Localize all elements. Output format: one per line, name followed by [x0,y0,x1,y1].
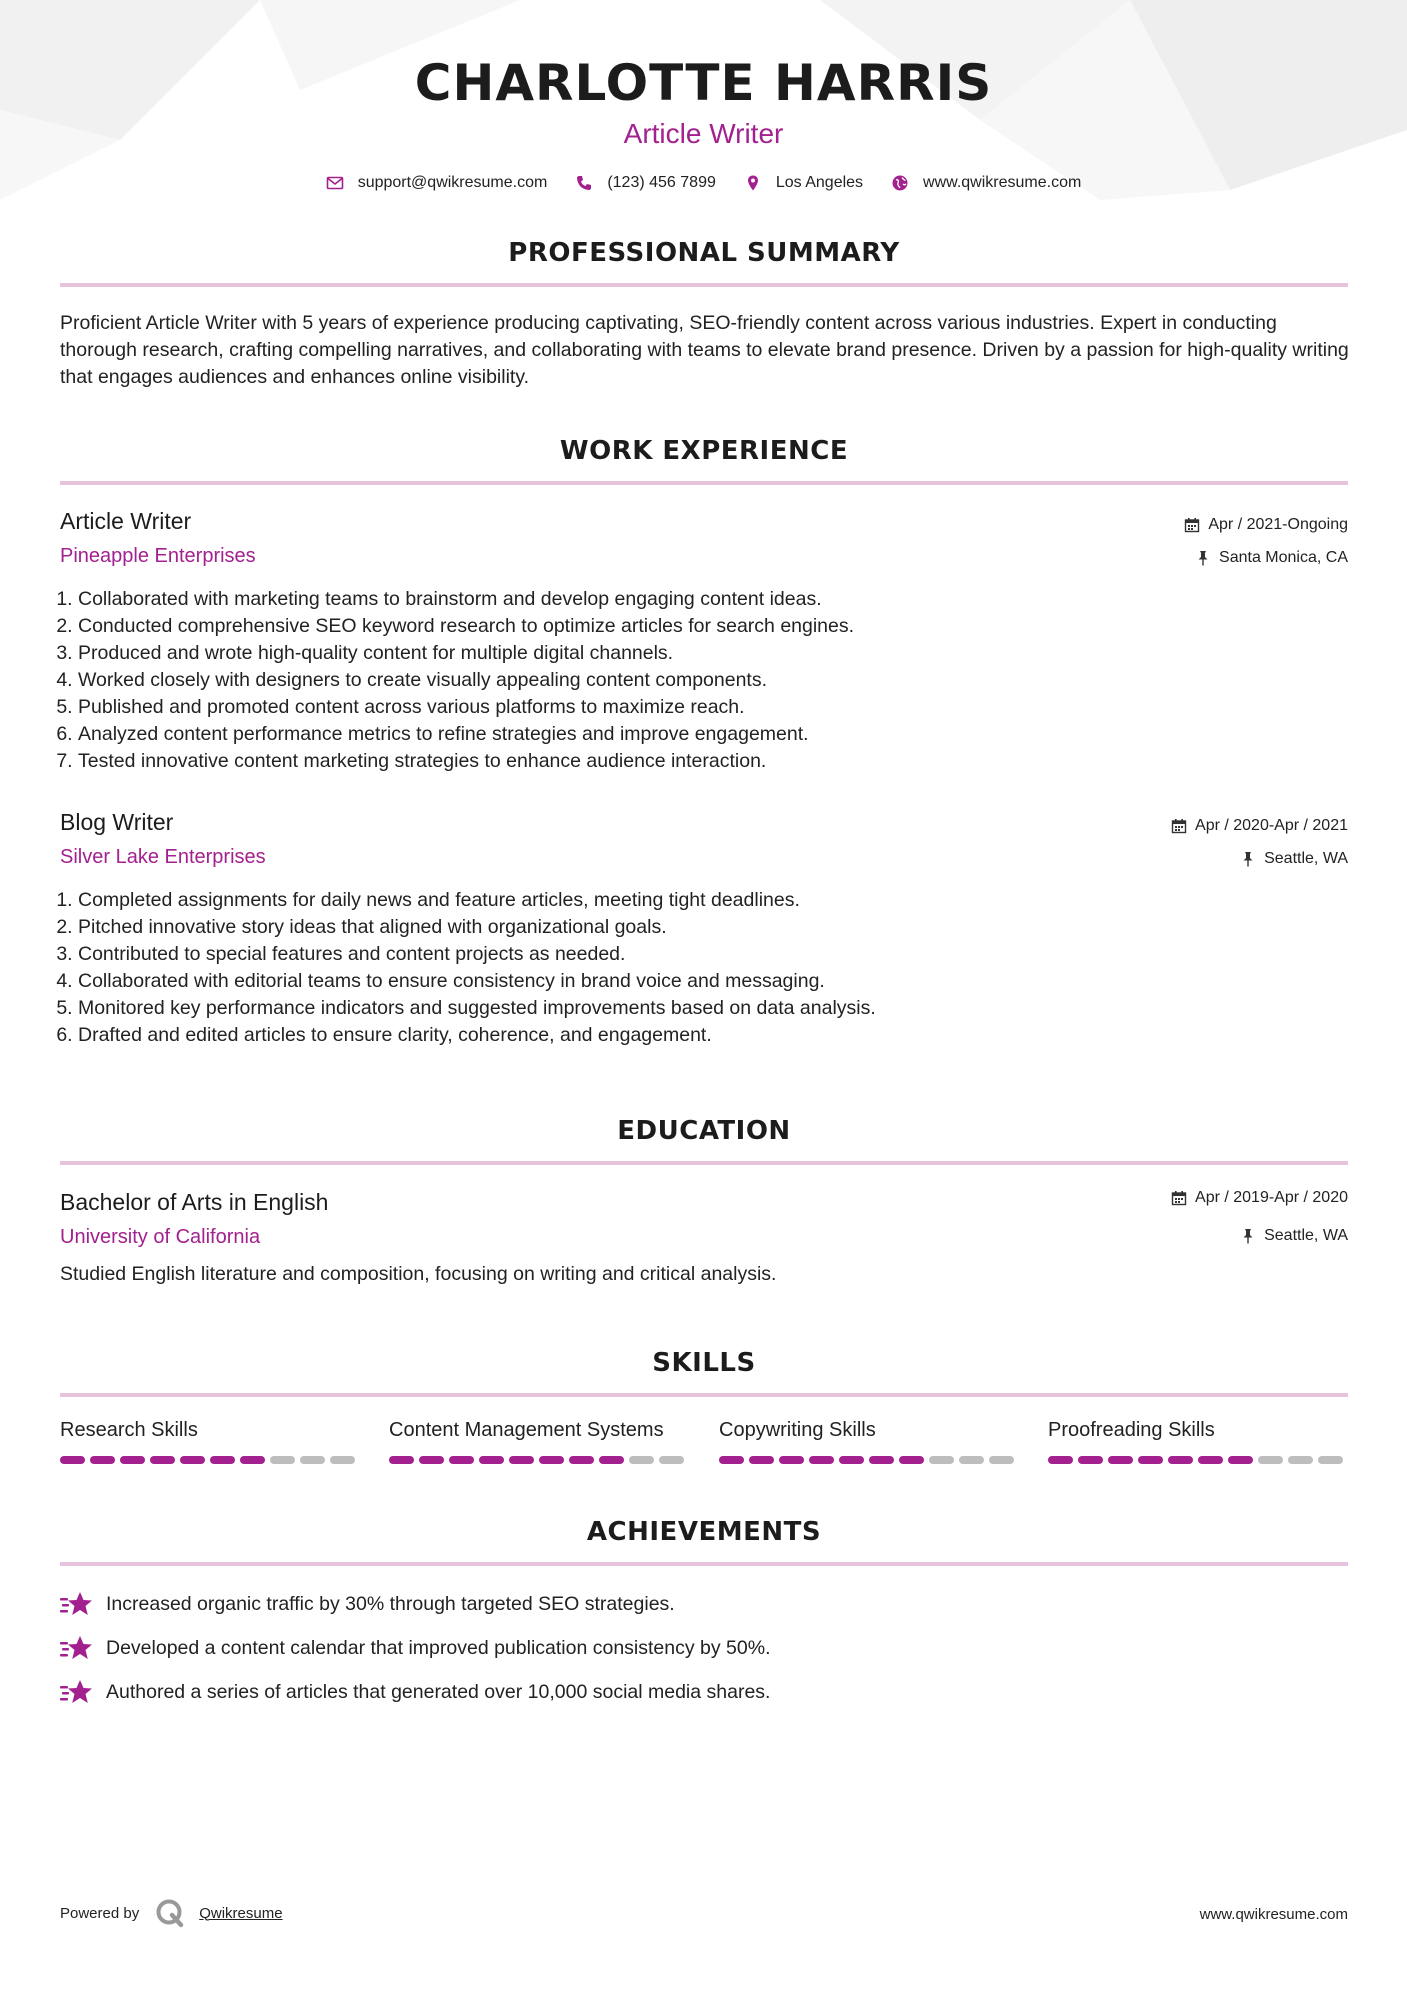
skill-level-bar [389,1456,689,1464]
achievement-item [60,1678,770,1706]
skill-segment-filled [869,1456,894,1464]
skill-segment-filled [599,1456,624,1464]
skill-segment-filled [449,1456,474,1464]
skill-segment-empty [1258,1456,1283,1464]
skill-segment-filled [809,1456,834,1464]
education-school: University of California [60,1226,261,1248]
education-description: Studied English literature and composition, focusing on writing and critical analysis. [60,1263,777,1285]
job-1-company: Pineapple Enterprises [60,545,256,567]
job-2-location [1240,850,1348,868]
achievement-text: Developed a content calendar that improved publication consistency by 50%. [106,1636,771,1659]
list-item: 4. Worked closely with designers to create visually appealing content components. [78,667,1278,694]
skill-segment-filled [389,1456,414,1464]
skill-segment-filled [120,1456,145,1464]
list-item: 5. Monitored key performance indicators and suggested improvements based on data analysis. [78,995,1278,1022]
skill-segment-filled [899,1456,924,1464]
powered-by-label: Powered by [60,1904,140,1922]
education-heading: EDUCATION [617,1116,791,1146]
job-2-responsibilities [60,887,1278,1049]
skill-item [1048,1419,1348,1464]
qwikresume-link[interactable]: Qwikresume [199,1904,283,1922]
list-item: 1. Collaborated with marketing teams to brainstorm and develop engaging content ideas. [78,586,1278,613]
envelope-icon [326,174,344,192]
skill-segment-empty [659,1456,684,1464]
skill-segment-filled [1228,1456,1253,1464]
experience-heading: WORK EXPERIENCE [559,436,849,466]
skill-segment-filled [180,1456,205,1464]
skill-level-bar [719,1456,1019,1464]
contact-phone-text: (123) 456 7899 [607,174,716,191]
star-icon [60,1678,92,1706]
list-item: 6. Drafted and edited articles to ensure clarity, coherence, and engagement. [78,1022,1278,1049]
list-item: 7. Tested innovative content marketing strategies to enhance audience interaction. [78,748,1278,775]
job-1-dates-text: Apr / 2021-Ongoing [1208,516,1348,533]
job-1-location [1195,549,1348,567]
skill-segment-filled [839,1456,864,1464]
star-icon [60,1634,92,1662]
skill-segment-empty [989,1456,1014,1464]
contact-email[interactable] [326,174,548,192]
skill-segment-filled [779,1456,804,1464]
job-2-dates [1171,817,1348,835]
list-item: 1. Completed assignments for daily news and feature articles, meeting tight deadlines. [78,887,1278,914]
skill-segment-filled [1168,1456,1193,1464]
skill-segment-filled [1048,1456,1073,1464]
list-item: 4. Collaborated with editorial teams to ensure consistency in brand voice and messaging. [78,968,1278,995]
pushpin-icon [1195,550,1211,566]
skill-segment-filled [1138,1456,1163,1464]
summary-heading: PROFESSIONAL SUMMARY [508,238,900,268]
skill-segment-filled [569,1456,594,1464]
skill-item [60,1419,360,1464]
job-2-title: Blog Writer [60,809,174,835]
list-item: 6. Analyzed content performance metrics to refine strategies and improve engagement. [78,721,1278,748]
education-divider [60,1161,1348,1165]
contact-email-text: support@qwikresume.com [357,174,548,191]
skill-segment-empty [1288,1456,1313,1464]
achievement-item [60,1590,675,1618]
achievements-heading: ACHIEVEMENTS [586,1517,822,1547]
list-item: 3. Contributed to special features and content projects as needed. [78,941,1278,968]
contact-website-text: www.qwikresume.com [923,174,1082,191]
list-item: 2. Pitched innovative story ideas that aligned with organizational goals. [78,914,1278,941]
skill-name: Content Management Systems [389,1419,664,1441]
calendar-icon [1171,818,1187,834]
skill-segment-filled [509,1456,534,1464]
skill-segment-filled [90,1456,115,1464]
job-2-location-text: Seattle, WA [1264,850,1348,867]
pushpin-icon [1240,1228,1256,1244]
achievement-text: Authored a series of articles that generated over 10,000 social media shares. [106,1680,771,1703]
candidate-name: CHARLOTTE HARRIS [414,54,993,112]
skill-name: Research Skills [60,1419,198,1441]
pushpin-icon [1240,851,1256,867]
skill-segment-filled [1108,1456,1133,1464]
contact-phone[interactable] [575,174,716,192]
skill-level-bar [60,1456,360,1464]
skill-segment-filled [479,1456,504,1464]
skill-segment-empty [270,1456,295,1464]
skill-segment-filled [240,1456,265,1464]
achievement-text: Increased organic traffic by 30% through targeted SEO strategies. [106,1592,675,1615]
job-1-dates [1184,516,1348,534]
list-item: 2. Conducted comprehensive SEO keyword research to optimize articles for search engines. [78,613,1278,640]
list-item: 5. Published and promoted content across various platforms to maximize reach. [78,694,1278,721]
map-pin-icon [744,174,762,192]
education-dates [1171,1189,1348,1207]
education-dates-text: Apr / 2019-Apr / 2020 [1195,1189,1348,1206]
skill-item [719,1419,1019,1464]
skills-heading: SKILLS [652,1348,756,1378]
contact-website[interactable] [891,174,1081,192]
skill-segment-filled [210,1456,235,1464]
skill-item [389,1419,689,1464]
skill-name: Copywriting Skills [719,1419,876,1441]
skill-segment-filled [1198,1456,1223,1464]
skill-name: Proofreading Skills [1048,1419,1215,1441]
skill-segment-filled [1078,1456,1103,1464]
job-2-dates-text: Apr / 2020-Apr / 2021 [1195,817,1348,834]
job-1-title: Article Writer [60,508,192,534]
star-icon [60,1590,92,1618]
skill-segment-filled [419,1456,444,1464]
contact-location-text: Los Angeles [775,174,864,191]
list-item: 3. Produced and wrote high-quality content for multiple digital channels. [78,640,1278,667]
skill-level-bar [1048,1456,1348,1464]
skill-segment-empty [1318,1456,1343,1464]
experience-divider [60,481,1348,485]
achievement-item [60,1634,771,1662]
skill-segment-empty [629,1456,654,1464]
skill-segment-filled [749,1456,774,1464]
summary-divider [60,283,1348,287]
calendar-icon [1184,517,1200,533]
education-degree: Bachelor of Arts in English [60,1189,329,1215]
qwikresume-logo-icon [155,1898,185,1928]
skill-segment-empty [300,1456,325,1464]
skill-segment-filled [60,1456,85,1464]
job-1-responsibilities [60,586,1278,775]
job-1-location-text: Santa Monica, CA [1219,549,1348,566]
skill-segment-empty [330,1456,355,1464]
skill-segment-filled [150,1456,175,1464]
summary-text: Proficient Article Writer with 5 years of experience producing captivating, SEO-friendly content across various industries. Expert in conducting thorough research, crafting compelling narratives, and collaborating with teams to elevate brand presence. Driven by a passion for high-quality writing that engages audiences and enhances online visibility. [60,312,1349,388]
contact-bar [0,174,1407,192]
footer-website[interactable]: www.qwikresume.com [1199,1906,1348,1923]
skill-segment-filled [719,1456,744,1464]
achievements-divider [60,1562,1348,1566]
job-2-company: Silver Lake Enterprises [60,846,266,868]
footer-powered-by [60,1898,283,1928]
calendar-icon [1171,1190,1187,1206]
skills-divider [60,1393,1348,1397]
phone-icon [575,174,593,192]
skill-segment-filled [539,1456,564,1464]
education-location [1240,1227,1348,1245]
skill-segment-empty [959,1456,984,1464]
globe-icon [891,174,909,192]
education-location-text: Seattle, WA [1264,1227,1348,1244]
candidate-title: Article Writer [623,118,784,149]
contact-location [744,174,863,192]
skill-segment-empty [929,1456,954,1464]
